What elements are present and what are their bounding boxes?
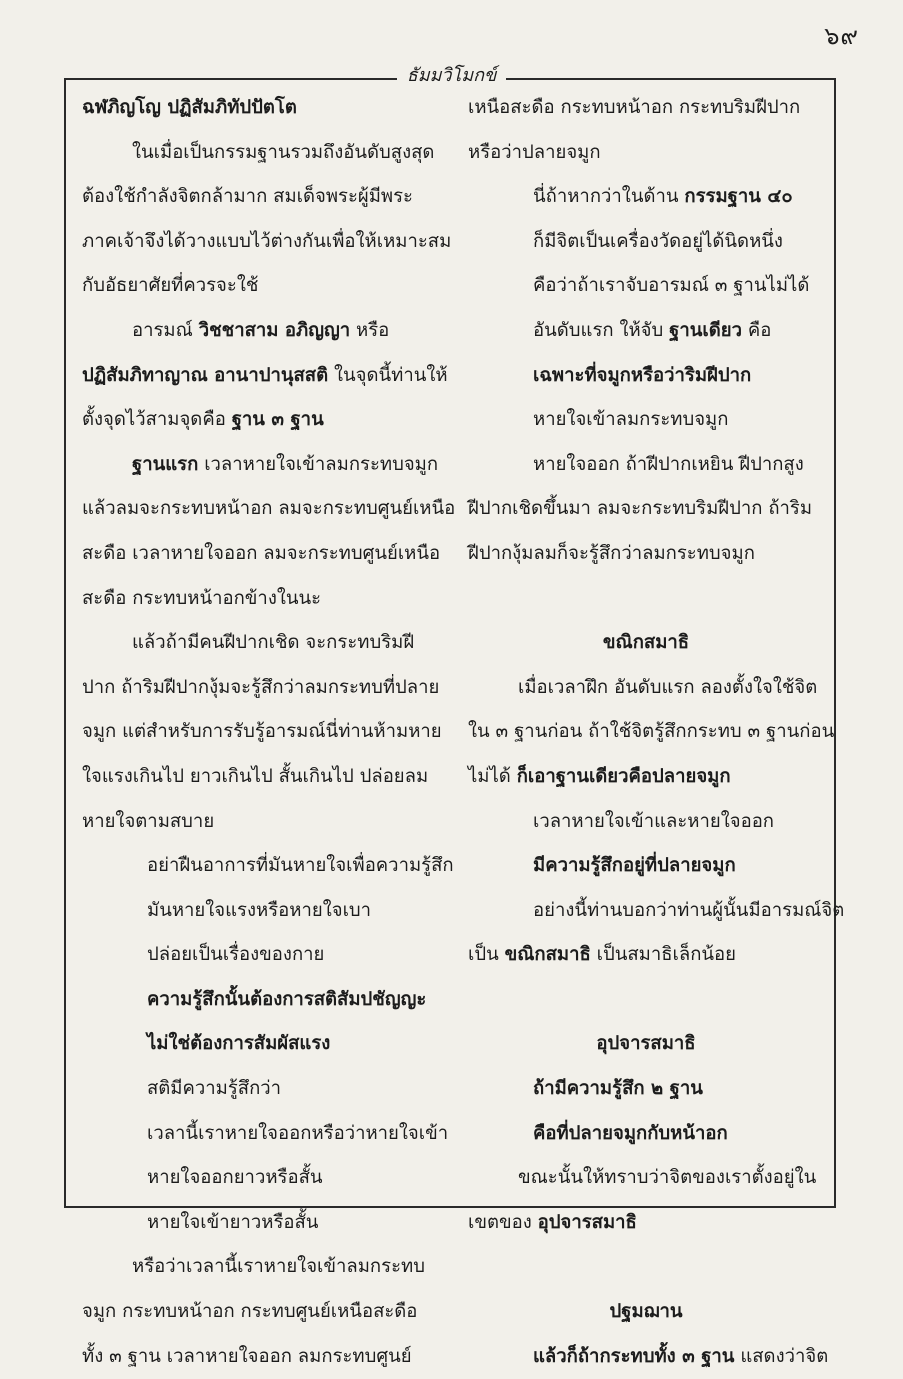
text-line [82,398,442,443]
text-line [82,844,454,889]
text-segment: หายใจออกยาวหรือสั้น [147,1167,323,1189]
bold-text: คือที่ปลายจมูกกับหน้าอก [533,1122,728,1144]
text-line [468,755,824,800]
text-line [468,532,824,577]
text-line [468,220,824,265]
text-segment: อย่างนี้ท่านบอกว่าท่านผู้นั้นมีอารมณ์จิต [533,899,845,921]
text-line [468,354,824,399]
text-segment: เวลาหายใจเข้าและหายใจออก [533,810,775,832]
text-line [82,666,442,711]
text-line [468,487,824,532]
bold-text: ฉฬภิญโญ ปฏิสัมภิทัปปัตโต [82,97,297,118]
text-line [82,577,442,622]
text-segment: ตั้งจุดไว้สามจุดคือ [82,409,232,431]
text-line [82,933,442,978]
bold-text: แล้วก็ถ้ากระทบทั้ง ๓ ฐาน [533,1345,735,1367]
text-line [82,309,442,354]
text-segment: หายใจเข้าลมกระทบจมูก [533,409,729,431]
text-line [82,1201,442,1246]
text-line [468,933,824,978]
bold-text: อุปจารสมาธิ [596,1033,696,1055]
text-segment: กับอัธยาศัยที่ควรจะใช้ [82,275,259,297]
text-line [82,1335,442,1379]
text-line [468,398,824,443]
text-line [82,443,442,488]
section-heading [468,1290,824,1335]
running-title [0,60,903,89]
text-segment: หรือว่าปลายจมูก [468,141,601,163]
text-segment: ใจแรงเกินไป ยาวเกินไป สั้นเกินไป ปล่อยลม [82,765,429,787]
text-line [468,1067,824,1112]
text-segment: หรือ [350,319,390,341]
bold-text: กรรมฐาน ๔๐ [684,186,793,208]
text-segment: เป็น [468,944,505,966]
text-segment: นี่ถ้าหากว่าในด้าน [533,186,685,208]
text-segment: ต้องใช้กำลังจิตกล้ามาก สมเด็จพระผู้มีพระ [82,186,413,208]
text-segment: หายใจเข้ายาวหรือสั้น [147,1211,319,1233]
bold-text: ความรู้สึกนั้นต้องการสติสัมปชัญญะ [147,988,427,1010]
page-number: ๖๙ [824,22,859,50]
text-segment: เวลาหายใจเข้าลมกระทบจมูก [198,453,439,475]
text-segment: คือว่าถ้าเราจับอารมณ์ ๓ ฐานไม่ได้ [533,275,810,297]
bold-text: ก็เอาฐานเดียวคือปลายจมูก [516,765,731,787]
bold-text: วิชชาสาม อภิญญา [198,319,351,341]
bold-text: ปฏิสัมภิทาญาณ อานาปานุสสติ [82,364,329,386]
text-segment: เมื่อเวลาฝึก อันดับแรก ลองตั้งใจใช้จิต [518,676,818,698]
text-line [82,1112,449,1157]
text-line [82,532,442,577]
text-segment: ฝีปากเชิดขึ้นมา ลมจะกระทบริมฝีปาก ถ้าริม [468,498,813,520]
text-segment: แล้วถ้ามีคนฝีปากเชิด จะกระทบริมฝี [132,632,415,654]
text-segment: อารมณ์ [132,319,199,341]
bold-text: ขณิกสมาธิ [602,632,690,654]
text-line [468,1201,824,1246]
text-line [468,264,824,309]
bold-text: ฐาน ๓ ฐาน [231,409,324,431]
section-heading [468,1022,824,1067]
text-segment: อย่าฝืนอาการที่มันหายใจเพื่อความรู้สึก [147,855,454,877]
text-line [468,1245,824,1290]
text-line [82,1290,442,1335]
text-segment: ทั้ง ๓ ฐาน เวลาหายใจออก ลมกระทบศูนย์ [82,1345,412,1367]
bold-text: ไม่ใช่ต้องการสัมผัสแรง [147,1033,331,1055]
text-segment: ภาคเจ้าจึงได้วางแบบไว้ต่างกันเพื่อให้เหมาะสม [82,230,452,252]
text-line [82,800,442,845]
text-segment: ในเมื่อเป็นกรรมฐานรวมถึงอันดับสูงสุด [132,141,435,163]
text-segment: สะดือ กระทบหน้าอกข้างในนะ [82,587,322,609]
text-line [82,175,442,220]
text-line [468,710,835,755]
text-line [82,889,442,934]
left-column [82,86,456,1379]
text-line [468,131,824,176]
right-column [468,86,845,1379]
text-segment: ก็มีจิตเป็นเครื่องวัดอยู่ได้นิดหนึ่ง [533,230,783,252]
bold-text: มีความรู้สึกอยู่ที่ปลายจมูก [533,855,736,877]
text-segment: เวลานี้เราหายใจออกหรือว่าหายใจเข้า [147,1122,449,1144]
text-segment: เหนือสะดือ กระทบหน้าอก กระทบริมฝีปาก [468,97,801,118]
text-segment: ไม่ได้ [468,765,517,787]
text-segment: ปาก ถ้าริมฝีปากงุ้มจะรู้สึกว่าลมกระทบที่ปลาย [82,676,440,698]
text-segment: ขณะนั้นให้ทราบว่าจิตของเราตั้งอยู่ใน [518,1167,817,1189]
text-line [468,844,824,889]
text-segment: จมูก กระทบหน้าอก กระทบศูนย์เหนือสะดือ [82,1301,418,1323]
bold-text: ฐานแรก [132,453,199,475]
text-line [82,755,442,800]
text-segment: ในจุดนี้ท่านให้ [328,364,448,386]
text-line [468,889,845,934]
text-segment: หายใจออก ถ้าฝีปากเหยิน ฝีปากสูง [533,453,804,475]
text-line [468,978,824,1023]
text-segment: มันหายใจแรงหรือหายใจเบา [147,899,372,921]
text-line [82,978,442,1023]
text-line [82,264,442,309]
text-segment: จมูก แต่สำหรับการรับรู้อารมณ์นี่ท่านห้ามหาย [82,721,442,743]
text-segment: หายใจตามสบาย [82,810,215,832]
text-segment: อันดับแรก ให้จับ [533,319,670,341]
bold-text: ฐานเดียว [669,319,742,341]
section-heading [468,621,824,666]
bold-text: ถ้ามีความรู้สึก ๒ ฐาน [533,1078,703,1100]
text-line [468,800,824,845]
text-segment: ใน ๓ ฐานก่อน ถ้าใช้จิตรู้สึกกระทบ ๓ ฐานก่อน [468,721,835,743]
text-line [82,131,442,176]
text-line [468,666,824,711]
text-line [82,1067,442,1112]
text-line [468,175,824,220]
text-line [468,1156,824,1201]
text-line [82,354,448,399]
text-line [82,487,456,532]
bold-text: อุปจารสมาธิ [537,1211,637,1233]
text-segment: ฝีปากงุ้มลมก็จะรู้สึกว่าลมกระทบจมูก [468,542,755,564]
text-segment: เป็นสมาธิเล็กน้อย [590,944,736,966]
text-line [82,1245,442,1290]
text-line [82,220,452,265]
text-segment: เขตของ [468,1211,538,1233]
text-line [82,1022,442,1067]
text-line [82,710,442,755]
text-line [82,86,442,131]
text-line [468,309,824,354]
bold-text: ปฐมฌาน [609,1301,683,1323]
text-segment: แสดงว่าจิต [734,1345,829,1367]
text-segment: ปล่อยเป็นเรื่องของกาย [147,944,325,966]
text-line [468,443,824,488]
text-line [82,621,442,666]
text-segment: คือ [741,319,772,341]
bold-text: ขณิกสมาธิ [504,944,591,966]
text-line [468,1335,829,1379]
running-title-text: ธัมมวิโมกข์ [397,65,507,86]
text-segment: สติมีความรู้สึกว่า [147,1078,282,1100]
text-line [82,1156,442,1201]
text-segment: สะดือ เวลาหายใจออก ลมจะกระทบศูนย์เหนือ [82,542,441,564]
text-segment: หรือว่าเวลานี้เราหายใจเข้าลมกระทบ [132,1256,425,1278]
bold-text: เฉพาะที่จมูกหรือว่าริมฝีปาก [533,364,752,386]
text-segment: แล้วลมจะกระทบหน้าอก ลมจะกระทบศูนย์เหนือ [82,498,456,520]
text-line [468,577,824,622]
text-line [468,1112,824,1157]
text-line [468,86,824,131]
